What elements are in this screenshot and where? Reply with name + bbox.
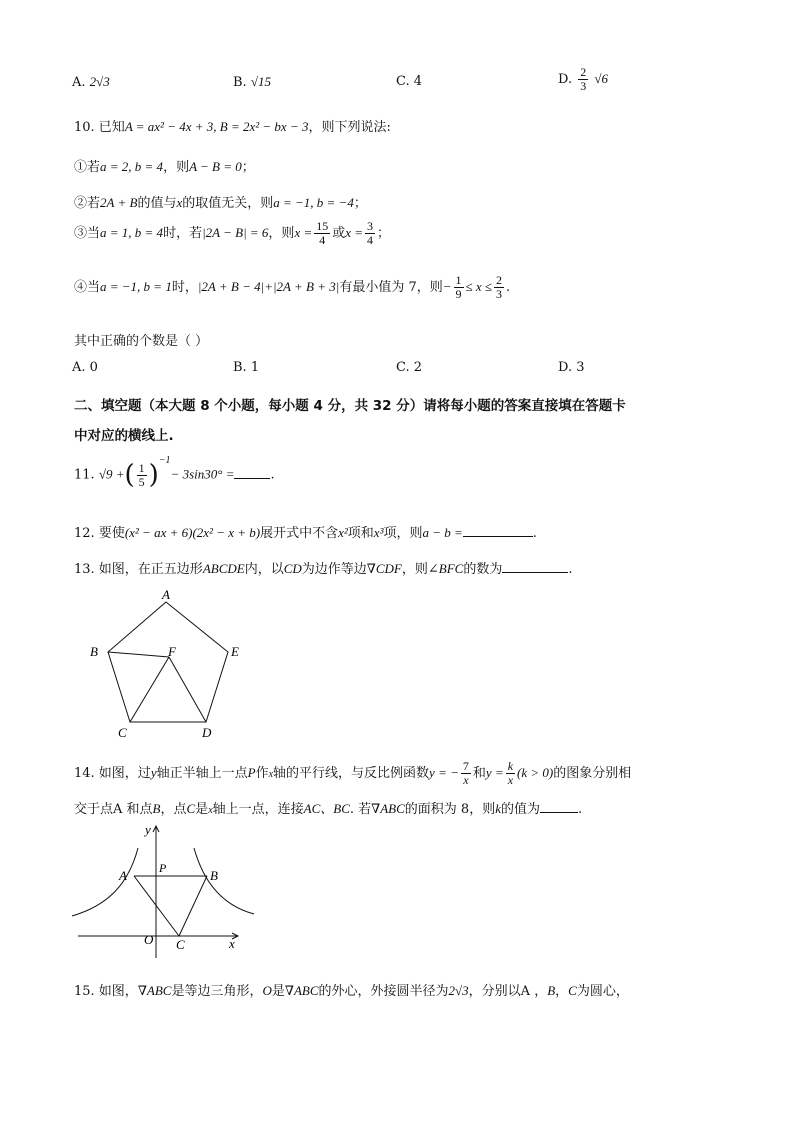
- s3-mid2: ，则: [268, 226, 295, 241]
- q10-stem: [74, 116, 391, 135]
- q14-f2-frac: $\frac{k}{x}$: [507, 759, 514, 787]
- section2-heading-line1: 二、填空题（本大题 8 个小题，每小题 4 分，共 32 分）请将每小题的答案直接填在答题卡: [74, 398, 626, 414]
- q14-answer-blank[interactable]: [540, 800, 578, 813]
- s2-mid2: 的取值无关，则: [182, 196, 274, 211]
- q14-l2-mid5: 的面积为 8，则: [404, 802, 496, 817]
- label-o: O: [144, 932, 154, 947]
- label-b: B: [90, 644, 98, 659]
- q12-term1: x²: [338, 525, 348, 540]
- q11-expr1: √9 +: [98, 466, 125, 482]
- q14-end: .: [578, 802, 583, 817]
- q9-option-d-root: √6: [594, 71, 609, 86]
- q12-prefix: 12. 要使: [74, 526, 125, 541]
- label-p: P: [159, 861, 167, 875]
- q14-l1-mid2: 作: [255, 766, 269, 781]
- q15-tri2: ∇ABC: [284, 983, 319, 998]
- section2-heading-line2: 中对应的横线上.: [74, 428, 174, 444]
- q11-number: 11.: [74, 467, 95, 483]
- label-y: y: [145, 822, 151, 837]
- q14-l1-mid1: 轴正半轴上一点: [156, 766, 248, 781]
- s2-prefix: ②若: [74, 196, 101, 211]
- q10-question: 其中正确的个数是（ ）: [74, 334, 209, 349]
- s2-end: ；: [353, 196, 367, 211]
- label-x: x: [229, 936, 235, 951]
- q13-polygon: ABCDE: [202, 561, 245, 576]
- q13-end: .: [568, 562, 573, 577]
- s3-x1: x =: [294, 225, 313, 240]
- q11-answer-blank[interactable]: [234, 466, 270, 479]
- q14-x: x: [268, 769, 274, 780]
- q14-l2-mid3: 轴上一点，连接: [212, 802, 304, 817]
- q14-b: B: [152, 801, 161, 816]
- q15-mid4: ，分别以A ，: [468, 984, 548, 999]
- s3-frac-2: $\frac{3}{4}$: [367, 219, 374, 247]
- q12-mid2: 项和: [347, 526, 374, 541]
- q10-expr: A = ax² − 4x + 3, B = 2x² − bx − 3: [124, 119, 309, 134]
- q13-mid2: 为边作等边: [301, 562, 367, 577]
- q10-statement-1: [74, 156, 255, 175]
- q15-tri1: ∇ABC: [137, 983, 172, 998]
- s3-x2: x =: [345, 225, 364, 240]
- q11: 11. √9 +( $\frac{1}{5}$ )$^{-1}$− 3sin30° = .: [74, 455, 275, 490]
- s4-cond: a = −1, b = 1: [100, 279, 172, 294]
- q10-statement-2: [74, 192, 367, 211]
- s3-or: 或: [332, 226, 346, 241]
- s4-frac-2: $\frac{2}{3}$: [496, 273, 503, 301]
- segment-bc: [179, 876, 207, 936]
- label-e: E: [231, 644, 239, 659]
- s4-ineq: ≤ x ≤: [465, 279, 493, 294]
- q14-y: y: [150, 765, 157, 780]
- q14-l1-end: 的图象分别相: [553, 766, 632, 781]
- q9-option-a-label: A.: [72, 75, 86, 90]
- hyperbola-right: [194, 848, 254, 914]
- q14-line1: [74, 760, 631, 787]
- q14-l2-prefix: 交于点A 和点: [74, 802, 153, 817]
- q14-x2: x: [208, 805, 213, 816]
- q12-expr: (x² − ax + 6)(2x² − x + b): [124, 525, 261, 540]
- q13: [74, 558, 573, 577]
- q13-mid4: 的数为: [463, 562, 503, 577]
- s1-result: A − B = 0: [189, 159, 242, 174]
- q14-l1-mid3: 轴的平行线，与反比例函数: [273, 766, 430, 781]
- s4-mid1: 时，: [171, 280, 198, 295]
- label-c: C: [118, 725, 127, 740]
- s1-mid: ，则: [163, 160, 190, 175]
- q10-statement-4: ④当a = −1, b = 1时，|2A + B − 4|+|2A + B + 3|有最小值为 7，则− $\frac{1}{9}$ ≤ x ≤ $\frac{2}{3}$ .: [74, 273, 511, 301]
- q14-l2-mid1: ，点: [160, 802, 187, 817]
- s4-frac-1: $\frac{1}{9}$: [455, 273, 462, 301]
- s4-abs: |2A + B − 4|+|2A + B + 3|: [197, 279, 340, 294]
- hyperbola-left: [72, 848, 138, 916]
- q14-cond: (k > 0): [517, 765, 554, 780]
- q9-option-b: [233, 74, 271, 90]
- q9-option-d-label: D.: [558, 72, 573, 87]
- q14-f2-lhs: y =: [485, 765, 504, 780]
- q15-mid3: 的外心，外接圆半径为: [318, 984, 449, 999]
- q11-end: .: [270, 467, 275, 483]
- q12-result: a − b =: [422, 525, 463, 540]
- q12-term2: x³: [373, 525, 384, 540]
- q13-mid3: ，则: [401, 562, 428, 577]
- q15-mid5: ，: [555, 984, 569, 999]
- q12-mid3: 项，则: [383, 526, 423, 541]
- q14-p: P: [247, 765, 256, 780]
- q12-mid: 展开式中不含: [260, 526, 339, 541]
- s2-mid1: 的值与: [137, 196, 177, 211]
- q10-option-c: C. 2: [396, 360, 423, 375]
- q15-end: 为圆心，: [576, 984, 629, 999]
- s1-prefix: ①若: [74, 160, 101, 175]
- q14-f1-lhs: y = −: [429, 765, 459, 780]
- q13-side: CD: [283, 561, 302, 576]
- s1-cond: a = 2, b = 4: [100, 159, 164, 174]
- q10-option-d: D. 3: [558, 360, 585, 375]
- s3-cond: a = 1, b = 4: [100, 225, 164, 240]
- segment-cf: [130, 657, 169, 722]
- q9-option-a-value: 2√3: [89, 74, 110, 89]
- q14-l2-mid4: . 若: [349, 802, 372, 817]
- q13-prefix: 13. 如图，在正五边形: [74, 562, 203, 577]
- q10-suffix: ，则下列说法:: [308, 120, 391, 135]
- q11-expr2: − 3sin30° =: [170, 466, 235, 482]
- q10-prefix: 10. 已知: [74, 120, 125, 135]
- q9-option-d: [558, 66, 608, 93]
- q11-exponent: −1: [158, 455, 171, 467]
- s2-var: x: [176, 195, 183, 210]
- q14-l2-mid6: 的值为: [500, 802, 540, 817]
- s4-end: .: [506, 280, 511, 295]
- label-a: A: [162, 588, 170, 602]
- q9-option-c: C. 4: [396, 74, 423, 89]
- q14-tri: ∇ABC: [371, 801, 405, 816]
- q14-segs: AC、BC: [303, 801, 350, 816]
- label-d: D: [202, 725, 212, 740]
- label-f: F: [168, 644, 176, 659]
- s2-result: a = −1, b = −4: [273, 195, 354, 210]
- q13-triangle: ∇CDF: [366, 561, 402, 576]
- q13-mid1: 内，以: [244, 562, 284, 577]
- label-c: C: [176, 937, 185, 952]
- q14-l1-prefix: 14. 如图，过: [74, 766, 151, 781]
- q9-option-a: [72, 74, 110, 90]
- q14-f1-frac: $\frac{7}{x}$: [462, 759, 469, 787]
- q15-radius: 2√3: [448, 983, 469, 998]
- q13-angle: ∠BFC: [427, 561, 464, 576]
- q14-c: C: [186, 801, 196, 816]
- label-b: B: [210, 868, 218, 883]
- s3-end: ；: [377, 226, 391, 241]
- q13-answer-blank[interactable]: [502, 560, 568, 573]
- q12: [74, 522, 537, 541]
- s4-prefix: ④当: [74, 280, 101, 295]
- s3-prefix: ③当: [74, 226, 101, 241]
- q15-mid2: 是: [271, 984, 285, 999]
- segment-df: [169, 657, 206, 722]
- q15-prefix: 15. 如图，: [74, 984, 138, 999]
- q14-k: k: [495, 801, 501, 816]
- q13-pentagon-figure: [84, 588, 254, 744]
- q9-option-b-label: B.: [233, 75, 247, 90]
- q14-and: 和: [472, 766, 486, 781]
- segment-bf: [108, 652, 169, 657]
- s2-expr: 2A + B: [100, 195, 138, 210]
- q10-option-a: A. 0: [72, 360, 98, 375]
- q11-fraction: $\frac{1}{5}$: [138, 460, 145, 489]
- s3-mid1: 时，若: [163, 226, 203, 241]
- q15-mid1: 是等边三角形，: [171, 984, 263, 999]
- q9-option-d-fraction: $\frac{2}{3}$: [580, 65, 587, 93]
- q15-o: O: [262, 983, 272, 998]
- q14-l2-mid2: 是: [195, 802, 209, 817]
- q14-line2: [74, 798, 582, 817]
- q12-answer-blank[interactable]: [463, 524, 533, 537]
- q9-option-b-value: √15: [250, 74, 271, 89]
- q12-end: .: [532, 526, 537, 541]
- s4-mid2: 有最小值为 7，则: [339, 280, 443, 295]
- q15: [74, 980, 629, 999]
- q10-option-b: B. 1: [233, 360, 260, 375]
- q14-graph-figure: [66, 818, 256, 966]
- label-a: A: [119, 868, 127, 883]
- s1-end: ；: [241, 160, 255, 175]
- pentagon-outline: [108, 602, 228, 722]
- s3-frac-1: $\frac{15}{4}$: [316, 219, 329, 247]
- s3-abs: |2A − B| = 6: [202, 225, 269, 240]
- q10-statement-3: [74, 220, 390, 247]
- q15-c: C: [568, 983, 577, 998]
- q15-b: B: [547, 983, 556, 998]
